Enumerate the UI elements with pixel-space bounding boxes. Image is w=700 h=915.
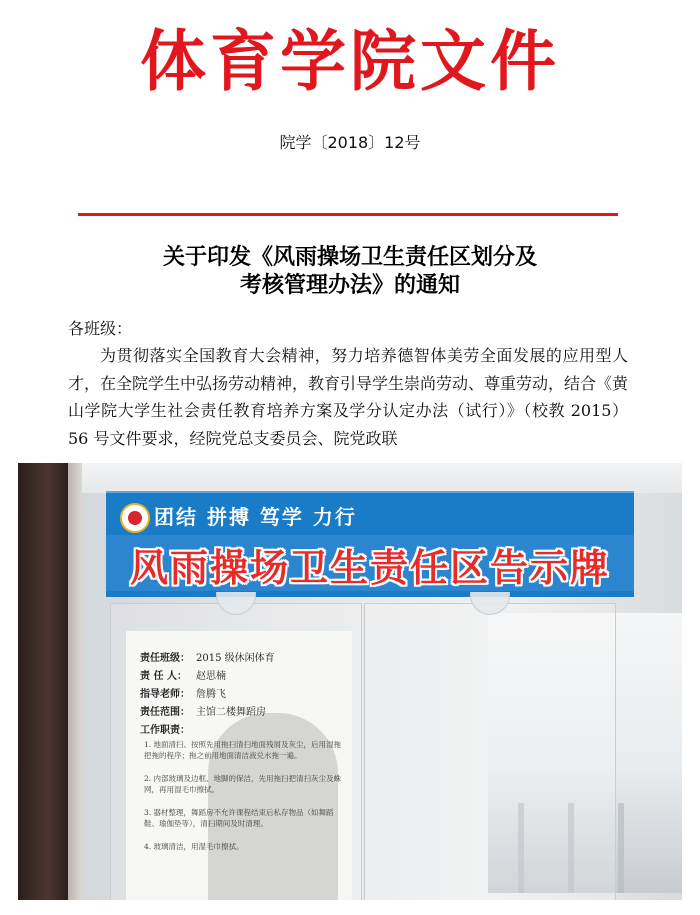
wall (82, 463, 682, 493)
notice-title-line2: 考核管理办法》的通知 (239, 273, 460, 298)
holder-notch (216, 592, 256, 615)
document-number: 院学〔2018〕12号 (279, 133, 421, 152)
notice-title (0, 244, 700, 300)
duty-label: 工作职责： (140, 725, 190, 736)
photographer-reflection (208, 713, 338, 900)
document-masthead: 体育学院文件 (140, 23, 560, 100)
person-row (140, 667, 226, 682)
class-row (140, 649, 275, 664)
area-label: 责任范围： (140, 707, 190, 718)
person-label: 责 任 人： (140, 671, 187, 682)
door-edge (68, 463, 82, 900)
teacher-label: 指导老师： (140, 689, 190, 700)
sign-photo (18, 463, 682, 900)
holder-notch (470, 592, 510, 615)
teacher-row (140, 685, 226, 700)
duty-row (140, 721, 196, 736)
red-divider (78, 213, 618, 216)
acrylic-holder-right (364, 603, 616, 900)
sign-title: 风雨操场卫生责任区告示牌 (129, 546, 610, 590)
door-frame (18, 463, 68, 900)
addressee: 各班级： (68, 319, 133, 338)
class-value: 2015 级休闲体育 (196, 653, 275, 664)
duty-item: 4. 玻璃清洁，用湿毛巾擦拭。 (144, 842, 244, 851)
sign-board (106, 491, 634, 597)
duty-item: 3. 器材整理，舞蹈房不允许课程结束后私存物品（如舞蹈鞋、瑜伽垫等），清扫期间及时清理。 (144, 808, 334, 828)
class-label: 责任班级： (140, 653, 190, 664)
school-emblem-icon (120, 503, 150, 533)
notice-body: 为贯彻落实全国教育大会精神，努力培养德智体美劳全面发展的应用型人才，在全院学生中弘扬劳动精神，教育引导学生崇尚劳动、尊重劳动，结合《黄山学院大学生社会责任教育培养方案及学分认定办法（试行）》（校教 2015）56 号文件要求，经院党总支委员会、院党政联 (68, 346, 629, 448)
teacher-value: 詹腾飞 (196, 689, 226, 700)
sign-slogan: 团结 拼搏 笃学 力行 (154, 505, 357, 529)
area-value: 主馆二楼舞蹈房 (196, 707, 266, 718)
person-value: 赵思楠 (196, 671, 226, 682)
notice-title-line1: 关于印发《风雨操场卫生责任区划分及 (162, 245, 537, 270)
duty-item: 1. 地面清扫、按照先用拖扫清扫地面残屑及灰尘，后用湿拖把拖的程序；拖之前用地面清洁液兑水拖一遍。 (144, 740, 342, 760)
window-mullion (618, 803, 624, 893)
duty-item: 2. 内部玻璃及边框、地脚的保洁，先用拖扫把清扫灰尘及蛛网，再用湿毛巾擦拭。 (144, 774, 342, 794)
